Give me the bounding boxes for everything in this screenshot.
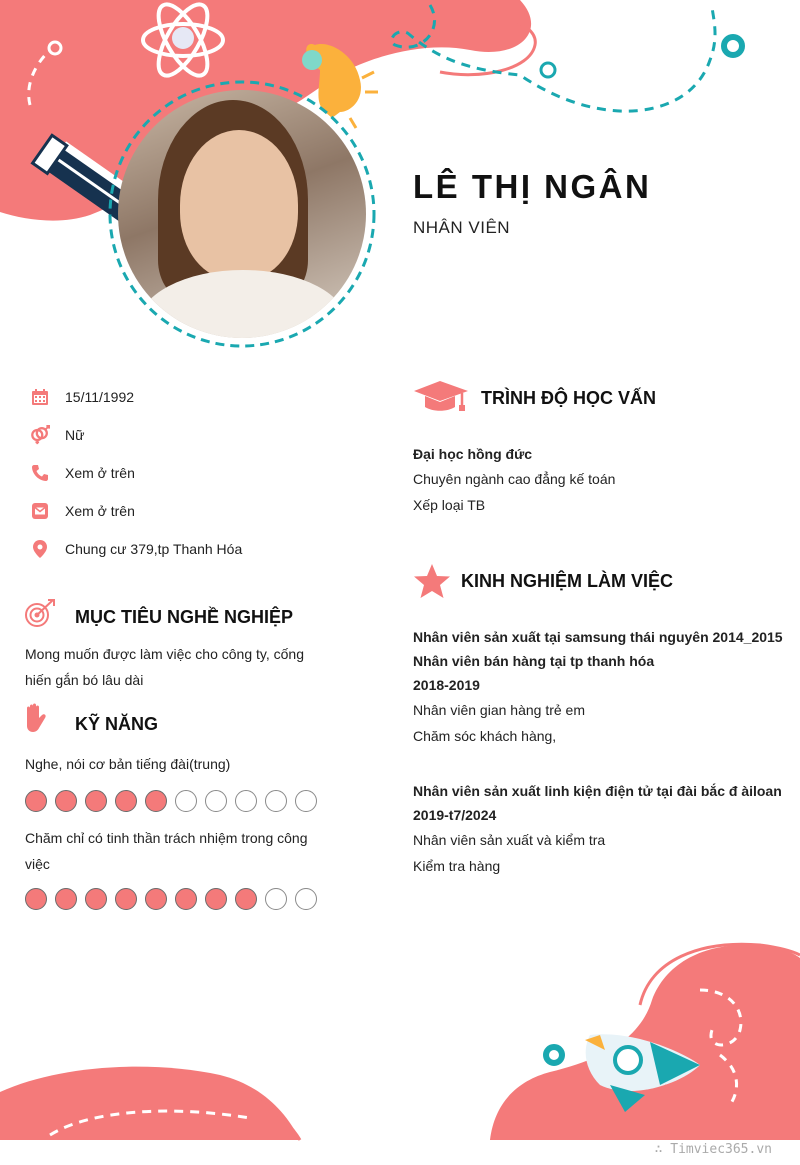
rating-dot xyxy=(25,888,47,910)
education-major: Chuyên ngành cao đẳng kế toán xyxy=(413,471,616,487)
job-1-line-1: Nhân viên sản xuất tại samsung thái nguyên 2014_2015 xyxy=(413,629,783,645)
gender-icon xyxy=(30,425,50,445)
job-2-line-3: Nhân viên sản xuất và kiểm tra xyxy=(413,832,606,848)
rating-dot xyxy=(295,790,317,812)
rating-dot xyxy=(25,790,47,812)
job-1-period: 2018-2019 xyxy=(413,677,480,693)
rating-dot xyxy=(265,790,287,812)
skill-1-rating xyxy=(25,790,317,812)
rating-dot xyxy=(235,888,257,910)
rating-dot xyxy=(175,888,197,910)
rating-dot xyxy=(205,888,227,910)
candidate-name: LÊ THỊ NGÂN xyxy=(413,168,652,205)
skill-2-name-line-1: Chăm chỉ có tinh thần trách nhiệm trong công xyxy=(25,830,308,846)
birthdate-text: 15/11/1992 xyxy=(65,389,135,405)
location-icon xyxy=(30,539,50,559)
calendar-icon xyxy=(30,387,50,407)
email-icon xyxy=(30,501,50,521)
job-2-period: 2019-t7/2024 xyxy=(413,807,497,823)
rating-dot xyxy=(235,790,257,812)
rating-dot xyxy=(115,888,137,910)
skill-1-name: Nghe, nói cơ bản tiếng đài(trung) xyxy=(25,756,231,772)
phone-row xyxy=(30,463,135,483)
address-text: Chung cư 379,tp Thanh Hóa xyxy=(65,541,243,557)
objective-line-1: Mong muốn được làm việc cho công ty, cống xyxy=(25,646,304,662)
phone-text: Xem ở trên xyxy=(65,465,135,481)
email-row xyxy=(30,501,135,521)
address-row xyxy=(30,539,242,559)
education-heading: TRÌNH ĐỘ HỌC VẤN xyxy=(481,388,656,408)
star-icon xyxy=(413,563,451,599)
rating-dot xyxy=(205,790,227,812)
skill-2-name-line-2: việc xyxy=(25,856,50,872)
rating-dot xyxy=(55,888,77,910)
rating-dot xyxy=(265,888,287,910)
rating-dot xyxy=(145,790,167,812)
gender-text: Nữ xyxy=(65,427,85,443)
phone-icon xyxy=(30,463,50,483)
rating-dot xyxy=(175,790,197,812)
education-school: Đại học hồng đức xyxy=(413,446,533,462)
rating-dot xyxy=(55,790,77,812)
birthdate-row xyxy=(30,387,134,407)
watermark: ∴ Timviec365.vn xyxy=(654,1142,772,1157)
job-1-line-5: Chăm sóc khách hàng, xyxy=(413,728,557,744)
gender-row xyxy=(30,425,84,445)
job-1-line-2: Nhân viên bán hàng tại tp thanh hóa xyxy=(413,653,655,669)
graduation-cap-icon xyxy=(413,380,469,414)
email-text: Xem ở trên xyxy=(65,503,135,519)
hand-icon xyxy=(24,702,48,734)
profile-photo xyxy=(118,90,366,338)
education-grade: Xếp loại TB xyxy=(413,497,486,513)
job-2-line-4: Kiểm tra hàng xyxy=(413,858,501,874)
rating-dot xyxy=(145,888,167,910)
objective-heading: MỤC TIÊU NGHỀ NGHIỆP xyxy=(75,607,294,627)
rating-dot xyxy=(295,888,317,910)
rating-dot xyxy=(85,790,107,812)
target-icon xyxy=(24,597,58,629)
rating-dot xyxy=(115,790,137,812)
objective-line-2: hiến gắn bó lâu dài xyxy=(25,672,144,688)
candidate-position: NHÂN VIÊN xyxy=(413,218,511,237)
job-1-line-4: Nhân viên gian hàng trẻ em xyxy=(413,702,585,718)
skills-heading: KỸ NĂNG xyxy=(75,714,159,734)
rating-dot xyxy=(85,888,107,910)
experience-heading: KINH NGHIỆM LÀM VIỆC xyxy=(461,571,674,591)
skill-2-rating xyxy=(25,888,317,910)
job-2-line-1: Nhân viên sản xuất linh kiện điện tử tại đài bắc đ àiloan xyxy=(413,783,782,799)
